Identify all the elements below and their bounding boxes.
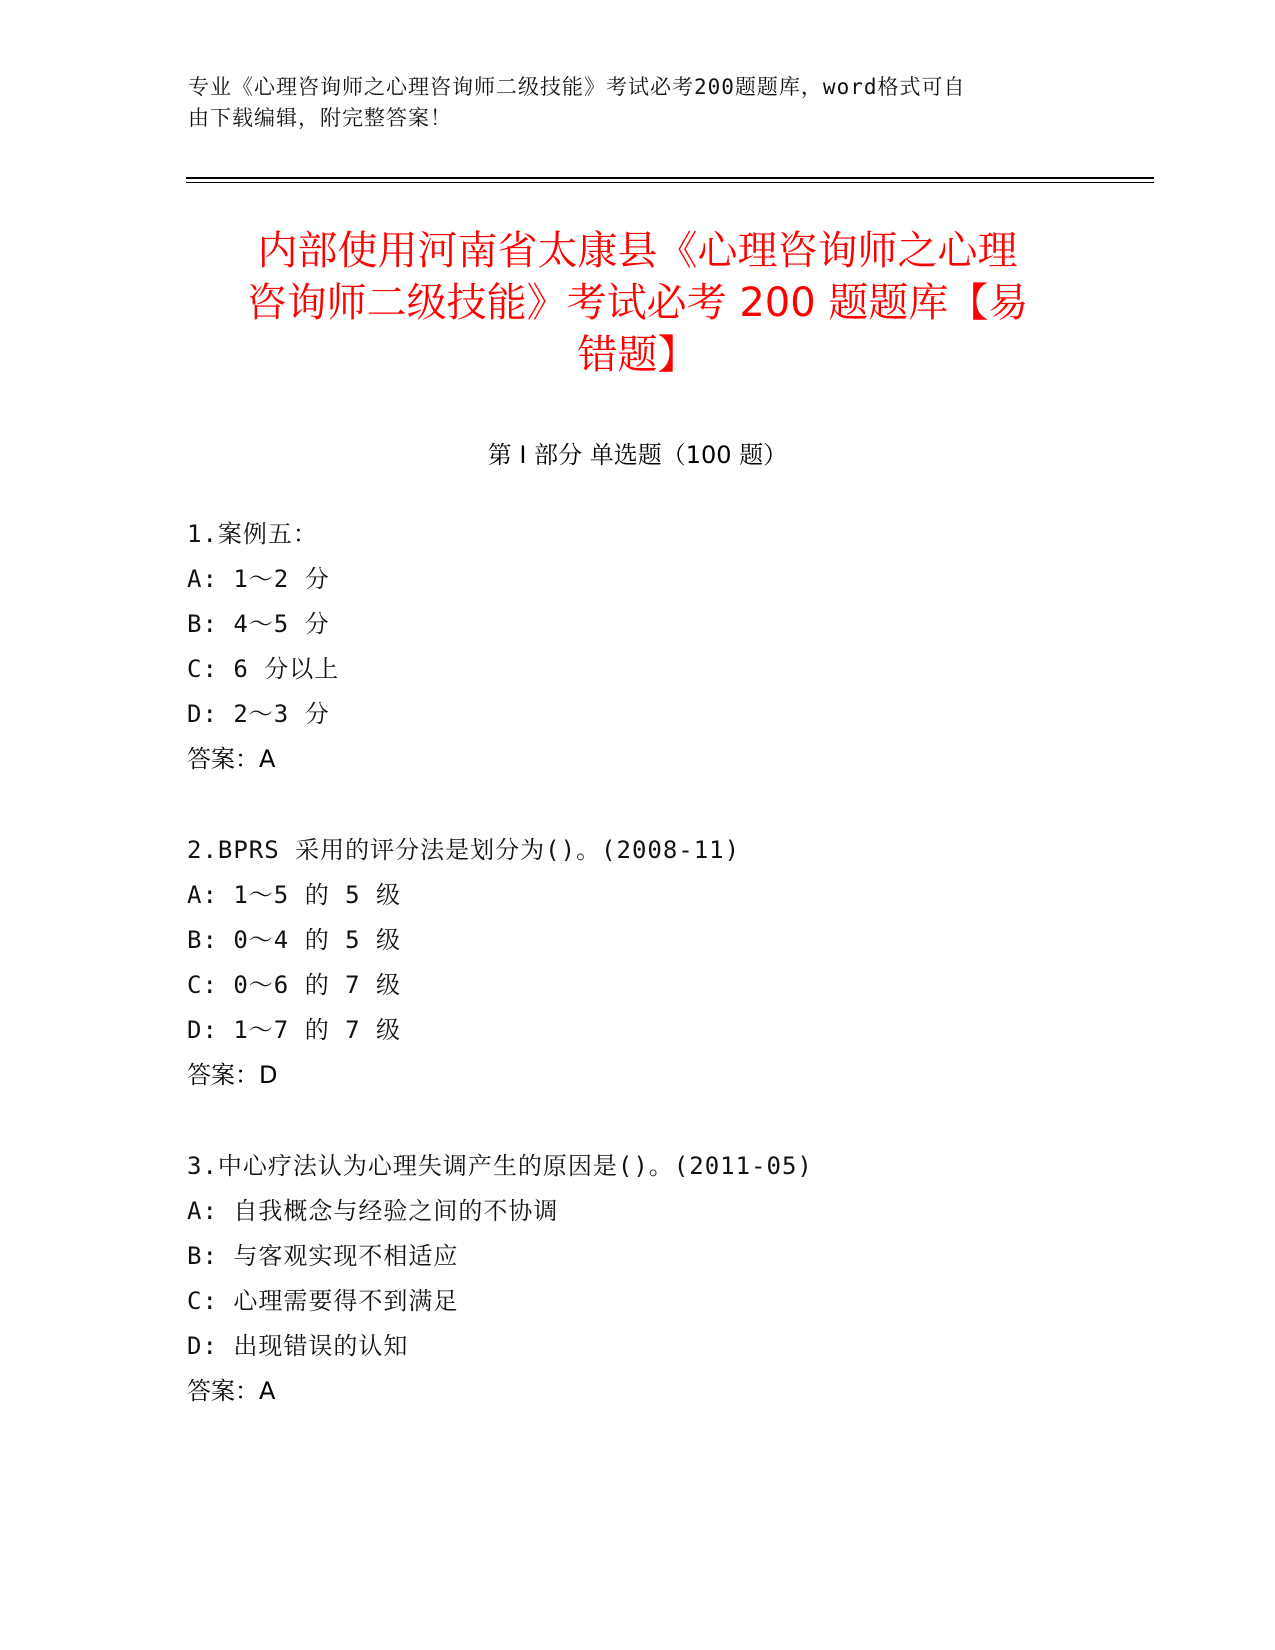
document-title-line-3: 错题】 xyxy=(577,332,698,378)
question-3-answer-label: 答案： xyxy=(187,1377,259,1405)
question-2 xyxy=(187,828,1137,1098)
question-1-answer-value: A xyxy=(259,745,276,773)
question-3-option-d: D: 出现错误的认知 xyxy=(187,1332,409,1360)
document-header-note xyxy=(188,72,1068,134)
question-1-stem: 1.案例五： xyxy=(187,520,318,548)
question-2-answer xyxy=(187,1053,1137,1098)
section-heading: 第 I 部分 单选题（100 题） xyxy=(487,441,788,469)
header-note-line-2: 由下载编辑，附完整答案！ xyxy=(188,106,452,130)
question-2-option-a: A: 1～5 的 5 级 xyxy=(187,881,402,909)
question-3-stem: 3.中心疗法认为心理失调产生的原因是()。(2011-05) xyxy=(187,1152,813,1180)
question-2-answer-value: D xyxy=(259,1061,278,1089)
question-1 xyxy=(187,512,1137,782)
question-1-option-c: C: 6 分以上 xyxy=(187,655,340,683)
header-divider-thin xyxy=(186,182,1154,183)
header-note-line-1: 专业《心理咨询师之心理咨询师二级技能》考试必考200题题库，word格式可自 xyxy=(188,75,966,99)
document-title xyxy=(190,225,1085,381)
question-3-answer-value: A xyxy=(259,1377,276,1405)
question-3 xyxy=(187,1144,1137,1414)
question-1-option-b: B: 4～5 分 xyxy=(187,610,330,638)
question-2-option-d: D: 1～7 的 7 级 xyxy=(187,1016,402,1044)
question-3-option-c: C: 心理需要得不到满足 xyxy=(187,1287,459,1315)
question-2-stem: 2.BPRS 采用的评分法是划分为()。(2008-11) xyxy=(187,836,741,864)
question-1-option-a: A: 1～2 分 xyxy=(187,565,330,593)
document-title-line-2: 咨询师二级技能》考试必考 200 题题库【易 xyxy=(246,280,1029,326)
document-title-line-1: 内部使用河南省太康县《心理咨询师之心理 xyxy=(257,228,1018,274)
question-1-answer-label: 答案： xyxy=(187,745,259,773)
question-2-option-b: B: 0～4 的 5 级 xyxy=(187,926,402,954)
question-3-answer xyxy=(187,1369,1137,1414)
question-1-answer xyxy=(187,737,1137,782)
question-1-option-d: D: 2～3 分 xyxy=(187,700,330,728)
question-3-option-b: B: 与客观实现不相适应 xyxy=(187,1242,459,1270)
question-3-option-a: A: 自我概念与经验之间的不协调 xyxy=(187,1197,559,1225)
question-2-option-c: C: 0～6 的 7 级 xyxy=(187,971,402,999)
question-2-answer-label: 答案： xyxy=(187,1061,259,1089)
header-divider-thick xyxy=(186,177,1154,179)
